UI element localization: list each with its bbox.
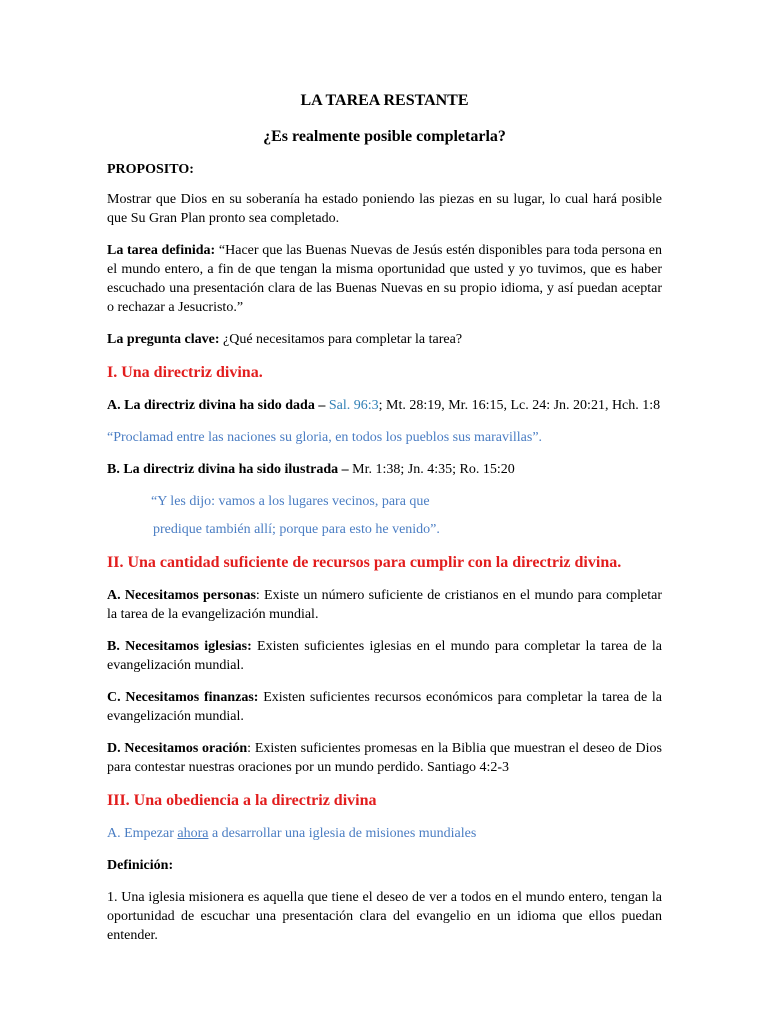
section-1-heading: I. Una directriz divina.: [107, 364, 263, 381]
sal-96-3-link[interactable]: Sal. 96:3: [328, 398, 379, 413]
section-2-item-d: [107, 739, 662, 777]
section-2-item-a-text: : Existe un número suficiente de cristianos en el mundo para completar la tarea de la evangelización mundial.: [107, 588, 662, 622]
section-2-item-a: [107, 586, 662, 624]
section-2-item-c-label: C. Necesitamos finanzas:: [107, 690, 259, 705]
section-3-heading: III. Una obediencia a la directriz divina: [107, 792, 377, 809]
document-subtitle: ¿Es realmente posible completarla?: [263, 128, 506, 145]
document-content: [107, 90, 662, 958]
section-1-a-label: A. La directriz divina ha sido dada –: [107, 398, 329, 413]
section-2-item-d-label: D. Necesitamos oración: [107, 741, 248, 756]
section-1-quote-1: “Proclamad entre las naciones su gloria, en todos los pueblos sus maravillas”.: [107, 430, 543, 445]
section-1-b-paragraph: [107, 460, 662, 479]
section-1-b-refs: Mr. 1:38; Jn. 4:35; Ro. 15:20: [352, 462, 515, 477]
tarea-definida-paragraph: [107, 241, 662, 317]
section-1-a-refs: ; Mt. 28:19, Mr. 16:15, Lc. 24: Jn. 20:21, Hch. 1:8: [378, 398, 661, 413]
section-2-item-b-text: Existen suficientes iglesias en el mundo para completar la tarea de la evangelización mundial.: [107, 639, 662, 673]
section-1-quote-2-line-1: “Y les dijo: vamos a los lugares vecinos, para que: [151, 494, 430, 509]
section-1-a-paragraph: [107, 396, 662, 415]
tarea-definida-text: “Hacer que las Buenas Nuevas de Jesús estén disponibles para toda persona en el mundo entero, a fin de que tengan la misma oportunidad que usted y yo tuvimos, que es haber escuchado una presentación clara de las Buenas Nuevas en su propio idioma, y así puedan aceptar o rechazar a Jesucristo.”: [107, 243, 663, 315]
document-title: LA TAREA RESTANTE: [300, 92, 469, 109]
section-2-item-d-text: : Existen suficientes promesas en la Biblia que muestran el deseo de Dios para contestar nuestras oraciones por un mundo perdido. Santiago 4:2-3: [107, 741, 663, 775]
section-2-item-b-label: B. Necesitamos iglesias:: [107, 639, 252, 654]
proposito-label: PROPOSITO:: [107, 162, 194, 177]
proposito-label-paragraph: [107, 160, 662, 179]
section-2-heading: II. Una cantidad suficiente de recursos para cumplir con la directriz divina.: [107, 554, 622, 571]
definicion-paragraph: [107, 856, 662, 875]
section-3-a-paragraph: [107, 824, 662, 843]
definicion-label: Definición:: [107, 858, 174, 873]
section-2-item-b: [107, 637, 662, 675]
section-3-a-prefix: A. Empezar: [107, 826, 178, 841]
section-3-a-suffix: a desarrollar una iglesia de misiones mundiales: [208, 826, 477, 841]
pregunta-clave-paragraph: [107, 330, 662, 349]
section-1-quote-2-line-2: predique también allí; porque para esto he venido”.: [153, 522, 440, 537]
pregunta-clave-text: ¿Qué necesitamos para completar la tarea?: [219, 332, 463, 347]
pregunta-clave-label: La pregunta clave:: [107, 332, 220, 347]
ahora-link[interactable]: ahora: [177, 826, 209, 841]
definicion-1-text: 1. Una iglesia misionera es aquella que tiene el deseo de ver a todos en el mundo entero, tengan la oportunidad de escuchar una presentación clara del evangelio en un idioma que ellos puedan entender.: [107, 890, 662, 943]
section-2-item-c: [107, 688, 662, 726]
section-2-item-c-text: Existen suficientes recursos económicos para completar la tarea de la evangelización mundial.: [107, 690, 663, 724]
proposito-text: Mostrar que Dios en su soberanía ha estado poniendo las piezas en su lugar, lo cual hará posible que Su Gran Plan pronto sea completado.: [107, 192, 662, 226]
section-2-item-a-label: A. Necesitamos personas: [107, 588, 256, 603]
section-1-b-label: B. La directriz divina ha sido ilustrada –: [107, 462, 353, 477]
tarea-definida-label: La tarea definida:: [107, 243, 216, 258]
